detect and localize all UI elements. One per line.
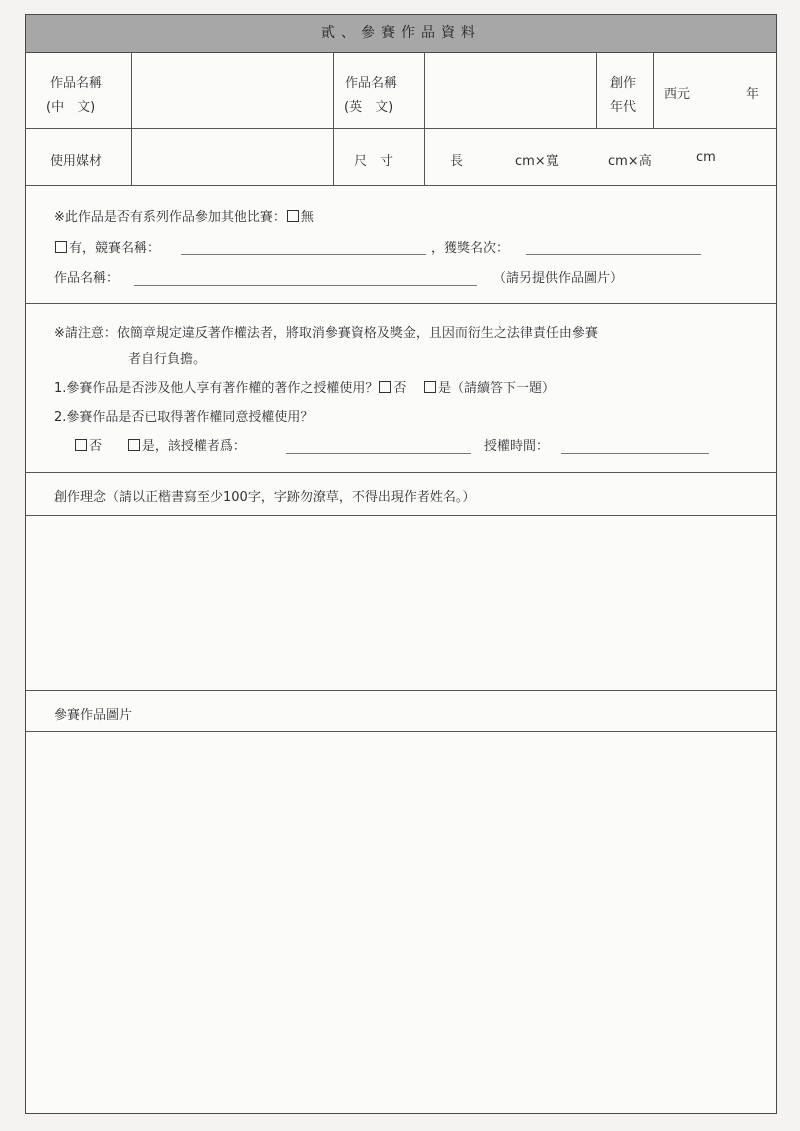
col-divider-c — [424, 52, 425, 185]
series-no-checkbox[interactable] — [287, 210, 299, 222]
q1-yes-checkbox[interactable] — [424, 381, 436, 393]
series-note: （請另提供作品圖片） — [493, 271, 624, 286]
licensor-field[interactable] — [286, 453, 471, 454]
series-work-name-label: 作品名稱： — [54, 271, 120, 286]
series-question-text: ※此作品是否有系列作品參加其他比賽： — [54, 210, 286, 225]
award-field[interactable] — [526, 254, 701, 255]
name-cn-label: 作品名稱 — [50, 76, 103, 91]
q1-no-checkbox[interactable] — [379, 381, 391, 393]
name-cn-label-sub: (中 文) — [46, 100, 96, 115]
row-divider-2 — [26, 185, 776, 186]
row-divider-1 — [26, 128, 776, 129]
section-title: 貳、參賽作品資料 — [26, 15, 776, 53]
concept-writing-area[interactable] — [26, 516, 776, 690]
depth-unit: cm — [696, 150, 716, 165]
height-unit: cm×高 — [608, 154, 652, 169]
year-suffix: 年 — [746, 87, 760, 102]
q2-no-label: 否 — [89, 439, 103, 454]
series-yes-row — [54, 237, 160, 256]
q2-yes-checkbox[interactable] — [128, 439, 140, 451]
picture-area[interactable] — [26, 732, 776, 1112]
series-question — [54, 206, 314, 225]
license-time-field[interactable] — [561, 453, 709, 454]
q2-no-checkbox[interactable] — [75, 439, 87, 451]
copyright-q2: 2.參賽作品是否已取得著作權同意授權使用？ — [54, 410, 314, 425]
year-prefix: 西元 — [664, 87, 691, 102]
row-divider-3 — [26, 303, 776, 304]
copyright-notice-cont: 者自行負擔。 — [128, 352, 207, 367]
copyright-q1-text: 1.參賽作品是否涉及他人享有著作權的著作之授權使用？ — [54, 381, 379, 396]
col-divider-d — [596, 52, 597, 128]
series-work-name-field[interactable] — [134, 285, 477, 286]
name-en-label-sub: (英 文) — [344, 100, 394, 115]
copyright-q2-options — [74, 435, 246, 454]
copyright-notice: ※請注意：依簡章規定違反著作權法者，將取消參賽資格及獎金，且因而衍生之法律責任由參賽 — [54, 326, 598, 341]
competition-name-field[interactable] — [181, 254, 426, 255]
series-no-label: 無 — [300, 210, 314, 225]
length-label: 長 — [450, 154, 464, 169]
q2-yes-label: 是，該授權者爲： — [141, 439, 246, 454]
license-time-label: 授權時間： — [484, 439, 550, 454]
q1-no-label: 否 — [393, 381, 407, 396]
concept-label: 創作理念（請以正楷書寫至少100字，字跡勿潦草，不得出現作者姓名。） — [54, 490, 476, 505]
award-label: ，獲獎名次： — [431, 241, 510, 256]
entry-form — [25, 14, 777, 1114]
col-divider-a — [131, 52, 132, 185]
q1-yes-label: 是（請續答下一題） — [437, 381, 555, 396]
picture-label: 參賽作品圖片 — [54, 708, 133, 723]
year-label: 創作 — [610, 76, 637, 91]
name-en-label: 作品名稱 — [345, 76, 398, 91]
series-yes-checkbox[interactable] — [55, 241, 67, 253]
row-divider-4 — [26, 472, 776, 473]
size-label: 尺 寸 — [354, 154, 394, 169]
row-divider-6 — [26, 690, 776, 691]
copyright-q1 — [54, 377, 555, 396]
width-unit: cm×寬 — [515, 154, 559, 169]
col-divider-b — [333, 52, 334, 185]
col-divider-e — [653, 52, 654, 128]
series-yes-label: 有，競賽名稱： — [69, 241, 161, 256]
year-label-sub: 年代 — [610, 100, 637, 115]
media-label: 使用媒材 — [50, 154, 103, 169]
